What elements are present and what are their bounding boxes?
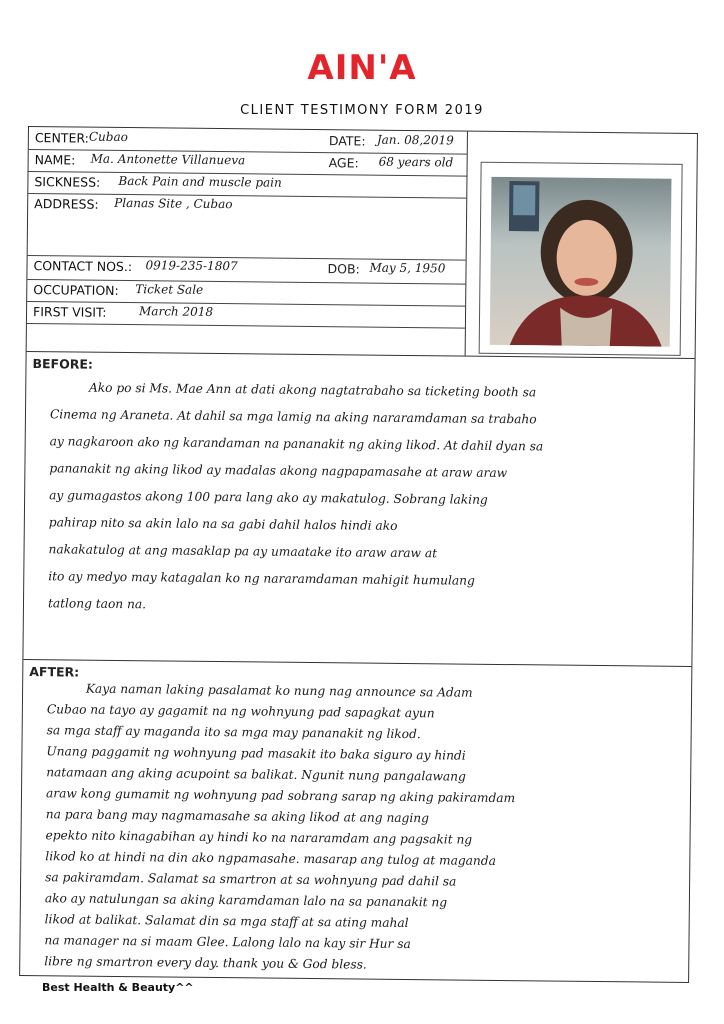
sickness-value: Back Pain and muscle pain [118,173,282,190]
first-visit-label: FIRST VISIT: [32,304,107,320]
before-section [23,351,694,659]
footer-tagline: Best Health & Beauty^^ [42,981,194,994]
row-first-visit [27,301,465,329]
after-heading: AFTER: [29,664,80,680]
dob-value: May 5, 1950 [369,260,446,276]
testimony-form [19,126,698,983]
client-photo-frame [479,162,683,356]
client-info-box [27,127,468,356]
aina-logo: AIN'A [307,48,417,88]
address-label: ADDRESS: [34,196,99,212]
first-visit-value: March 2018 [138,304,214,319]
age-label: AGE: [328,155,359,171]
before-heading: BEFORE: [32,356,93,372]
center-label: CENTER: [34,130,89,146]
date-value: Jan. 08,2019 [376,132,454,148]
center-value: Cubao [88,129,128,145]
form-title: CLIENT TESTIMONY FORM 2019 [240,103,484,118]
occupation-label: OCCUPATION: [33,282,119,298]
occupation-value: Ticket Sale [135,282,204,297]
client-portrait-image [490,177,672,347]
after-section [20,659,691,983]
row-address [28,193,467,261]
before-text: Ako po si Ms. Mae Ann at dati akong nagtatrabaho sa ticketing booth sa Cinema ng Araneta. At dahil sa mga lamig na aking nararamdaman sa trabaho ay nagkaroon ako ng karandaman na pananakit ng aking likod. At dahil dyan sa pananakit ng aking likod ay madalas akong nagpapamasahe at araw araw ay gumagastos akong 100 para lang ako ay makatulog. Sobrang laking pahirap nito sa akin lalo na sa gabi dahil halos hindi ako nakakatulog at ang masaklap pa ay umaatake ito araw araw at ito ay medyo may katagalan ko ng nararamdaman mahigit humulang tatlong taon na. [47,380,544,612]
after-text: Kaya naman laking pasalamat ko nung nag announce sa Adam Cubao na tayo ay gagamit na ng wohnyung pad sapagkat ayun sa mga staff ay maganda ito sa mga may pananakit ng likod. Unang paggamit ng wohnyung pad masakit ito baka siguro ay hindi natamaan ang aking acupoint sa balikat. Ngunit nung pangalawang araw kong gumamit ng wohnyung pad sobrang sarap ng aking pakiramdam na para bang may nagmamasahe sa aking likod at ang naging epekto nito kinagabihan ay hindi ko na nararamdam ang pagsakit ng likod ko at hindi na din ako ngpamasahe. masarap ang tulog at maganda sa pakiramdam. Salamat sa smartron at sa wohnyung pad dahil sa ako ay natulungan sa aking karamdaman lalo na sa pananakit ng likod at balikat. Salamat din sa mga staff at sa ating mahal na manager na si maam Glee. Lalong lalo na kay sir Hur sa libre ng smartron every day. thank you & God bless. [44,681,516,972]
sickness-label: SICKNESS: [34,174,101,190]
dob-label: DOB: [327,261,360,277]
age-value: 68 years old [378,154,454,170]
date-label: DATE: [328,133,366,149]
name-label: NAME: [34,152,76,168]
contact-value: 0919-235-1807 [145,258,238,274]
name-value: Ma. Antonette Villanueva [90,151,246,168]
contact-label: CONTACT NOS.: [33,258,133,275]
client-photo [490,177,672,347]
address-value: Planas Site , Cubao [114,195,233,212]
